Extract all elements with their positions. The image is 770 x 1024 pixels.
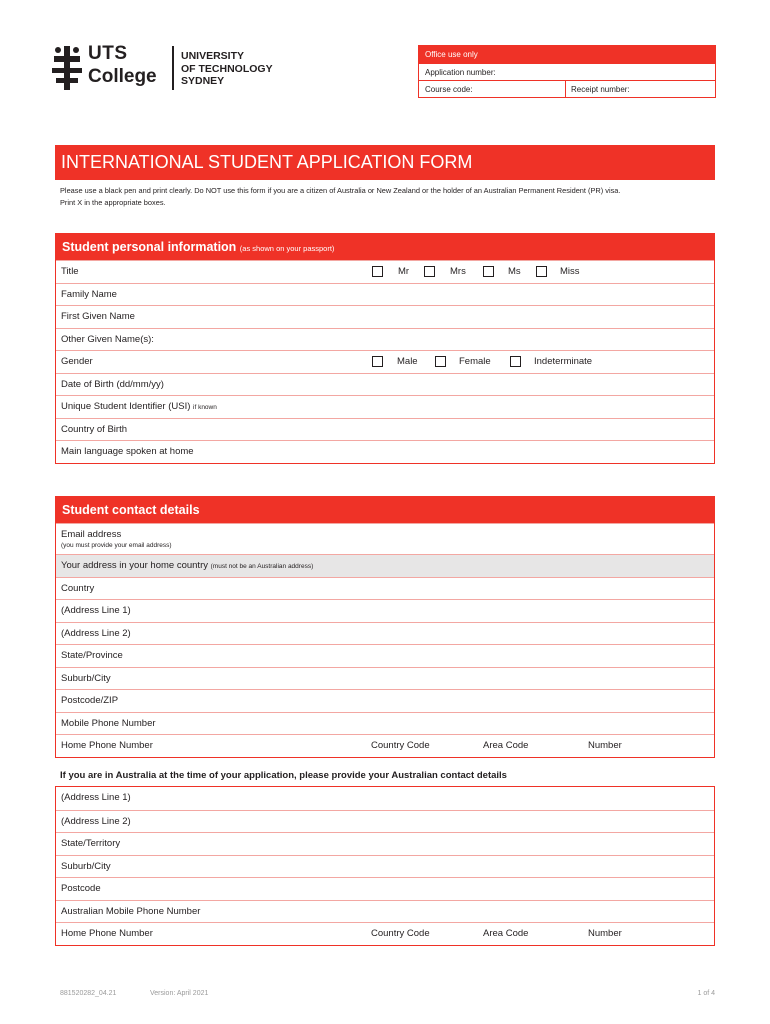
title-ms-checkbox[interactable] xyxy=(483,266,494,277)
footer-page-number: 1 of 4 xyxy=(697,990,715,997)
dob-label: Date of Birth (dd/mm/yy) xyxy=(61,378,164,390)
instructions-line-1: Please use a black pen and print clearly. Do NOT use this form if you are a citizen of Australia or New Zealand or the holder of an Australian Permanent Resident (PR) visa. xyxy=(60,186,621,195)
gender-label: Gender xyxy=(61,356,93,367)
postcode-zip-label: Postcode/ZIP xyxy=(61,695,119,706)
course-receipt-row xyxy=(419,80,715,97)
gender-indeterminate-checkbox[interactable] xyxy=(510,356,521,367)
usi-note: if known xyxy=(193,404,217,411)
main-language-label: Main language spoken at home xyxy=(61,446,194,457)
application-number-field[interactable] xyxy=(419,63,715,80)
home-phone-country-code-label: Country Code xyxy=(371,740,430,751)
title-mr-checkbox[interactable] xyxy=(372,266,383,277)
home-phone-area-code-label: Area Code xyxy=(483,740,529,751)
au-suburb-city-label: Suburb/City xyxy=(61,860,111,872)
dob-field[interactable] xyxy=(56,373,714,396)
address-line1-label: (Address Line 1) xyxy=(61,605,131,616)
au-home-phone-label: Home Phone Number xyxy=(61,928,153,939)
home-phone-field[interactable] xyxy=(56,734,714,757)
footer-version: Version: April 2021 xyxy=(150,990,209,997)
footer-doc-code: 881520282_04.21 xyxy=(60,990,117,997)
au-country-code-label: Country Code xyxy=(371,928,430,939)
first-given-name-field[interactable] xyxy=(56,305,714,328)
state-province-field[interactable] xyxy=(56,644,714,667)
country-of-birth-field[interactable] xyxy=(56,418,714,441)
mobile-phone-label: Mobile Phone Number xyxy=(61,717,156,729)
other-given-names-label: Other Given Name(s): xyxy=(61,333,154,345)
title-miss-label: Miss xyxy=(560,266,580,277)
state-province-label: State/Province xyxy=(61,650,123,661)
other-given-names-field[interactable] xyxy=(56,328,714,351)
gender-indeterminate-label: Indeterminate xyxy=(534,356,593,367)
instructions-line-2: Print X in the appropriate boxes. xyxy=(60,198,166,207)
title-miss-checkbox[interactable] xyxy=(536,266,547,277)
gender-female-checkbox[interactable] xyxy=(435,356,446,367)
title-row xyxy=(56,260,714,283)
au-home-phone-field[interactable] xyxy=(56,922,714,945)
suburb-city-label: Suburb/City xyxy=(61,672,111,684)
uts-logo-icon xyxy=(52,46,82,90)
au-postcode-field[interactable] xyxy=(56,877,714,900)
form-title: INTERNATIONAL STUDENT APPLICATION FORM xyxy=(55,145,715,180)
home-phone-label: Home Phone Number xyxy=(61,740,153,751)
australian-contact-heading: If you are in Australia at the time of your application, please provide your Australian contact details xyxy=(60,770,507,781)
office-use-box xyxy=(418,45,716,98)
au-suburb-city-field[interactable] xyxy=(56,855,714,878)
au-address-line1-field[interactable] xyxy=(56,787,714,810)
home-phone-number-label: Number xyxy=(588,740,622,751)
title-label: Title xyxy=(61,266,79,277)
email-note: (you must provide your email address) xyxy=(61,542,172,549)
gender-female-label: Female xyxy=(459,356,491,367)
office-use-header: Office use only xyxy=(419,46,715,63)
gender-male-label: Male xyxy=(397,356,418,367)
contact-details-section xyxy=(55,496,715,758)
contact-details-heading: Student contact details xyxy=(56,497,714,523)
au-number-label: Number xyxy=(588,928,622,939)
logo-university-text xyxy=(181,50,273,88)
receipt-number-field[interactable]: Receipt number: xyxy=(565,81,715,97)
home-address-label: Your address in your home country xyxy=(61,560,208,571)
uni-line-3: SYDNEY xyxy=(181,75,225,87)
form-instructions xyxy=(60,185,720,209)
postcode-zip-field[interactable] xyxy=(56,689,714,712)
country-of-birth-label: Country of Birth xyxy=(61,423,127,435)
country-field[interactable] xyxy=(56,577,714,600)
au-area-code-label: Area Code xyxy=(483,928,529,939)
usi-label: Unique Student Identifier (USI) xyxy=(61,401,191,412)
logo-uts-text: UTS xyxy=(88,43,128,64)
email-label: Email address xyxy=(61,529,122,540)
au-state-territory-field[interactable] xyxy=(56,832,714,855)
personal-info-section xyxy=(55,233,715,464)
uni-line-2: OF TECHNOLOGY xyxy=(181,62,273,75)
usi-field[interactable] xyxy=(56,395,714,418)
personal-heading-text: Student personal information xyxy=(62,240,237,254)
email-field[interactable] xyxy=(56,523,714,554)
title-ms-label: Ms xyxy=(508,266,521,277)
title-mrs-checkbox[interactable] xyxy=(424,266,435,277)
personal-heading-note: (as shown on your passport) xyxy=(239,244,335,253)
home-address-note: (must not be an Australian address) xyxy=(210,563,314,570)
application-number-label: Application number: xyxy=(425,68,496,77)
title-mr-label: Mr xyxy=(398,266,410,277)
family-name-label: Family Name xyxy=(61,288,117,300)
gender-row xyxy=(56,350,714,373)
address-line1-field[interactable] xyxy=(56,599,714,622)
address-line2-field[interactable] xyxy=(56,622,714,645)
address-line2-label: (Address Line 2) xyxy=(61,627,131,639)
first-given-name-label: First Given Name xyxy=(61,311,135,322)
au-address-line2-field[interactable] xyxy=(56,810,714,833)
course-code-field[interactable]: Course code: xyxy=(425,85,473,94)
australian-contact-section xyxy=(55,786,715,946)
title-mrs-label: Mrs xyxy=(450,266,466,277)
au-postcode-label: Postcode xyxy=(61,883,101,894)
suburb-city-field[interactable] xyxy=(56,667,714,690)
personal-info-heading xyxy=(56,234,714,260)
au-address-line1-label: (Address Line 1) xyxy=(61,792,131,803)
home-address-heading xyxy=(56,554,714,577)
uni-line-1: UNIVERSITY xyxy=(181,50,245,62)
gender-male-checkbox[interactable] xyxy=(372,356,383,367)
mobile-phone-field[interactable] xyxy=(56,712,714,735)
family-name-field[interactable] xyxy=(56,283,714,306)
au-mobile-field[interactable] xyxy=(56,900,714,923)
au-state-territory-label: State/Territory xyxy=(61,838,121,849)
logo-divider xyxy=(172,46,174,90)
country-label: Country xyxy=(61,582,95,594)
au-address-line2-label: (Address Line 2) xyxy=(61,815,131,827)
logo-college-text: College xyxy=(88,66,157,87)
main-language-field[interactable] xyxy=(56,440,714,463)
au-mobile-label: Australian Mobile Phone Number xyxy=(61,905,201,917)
